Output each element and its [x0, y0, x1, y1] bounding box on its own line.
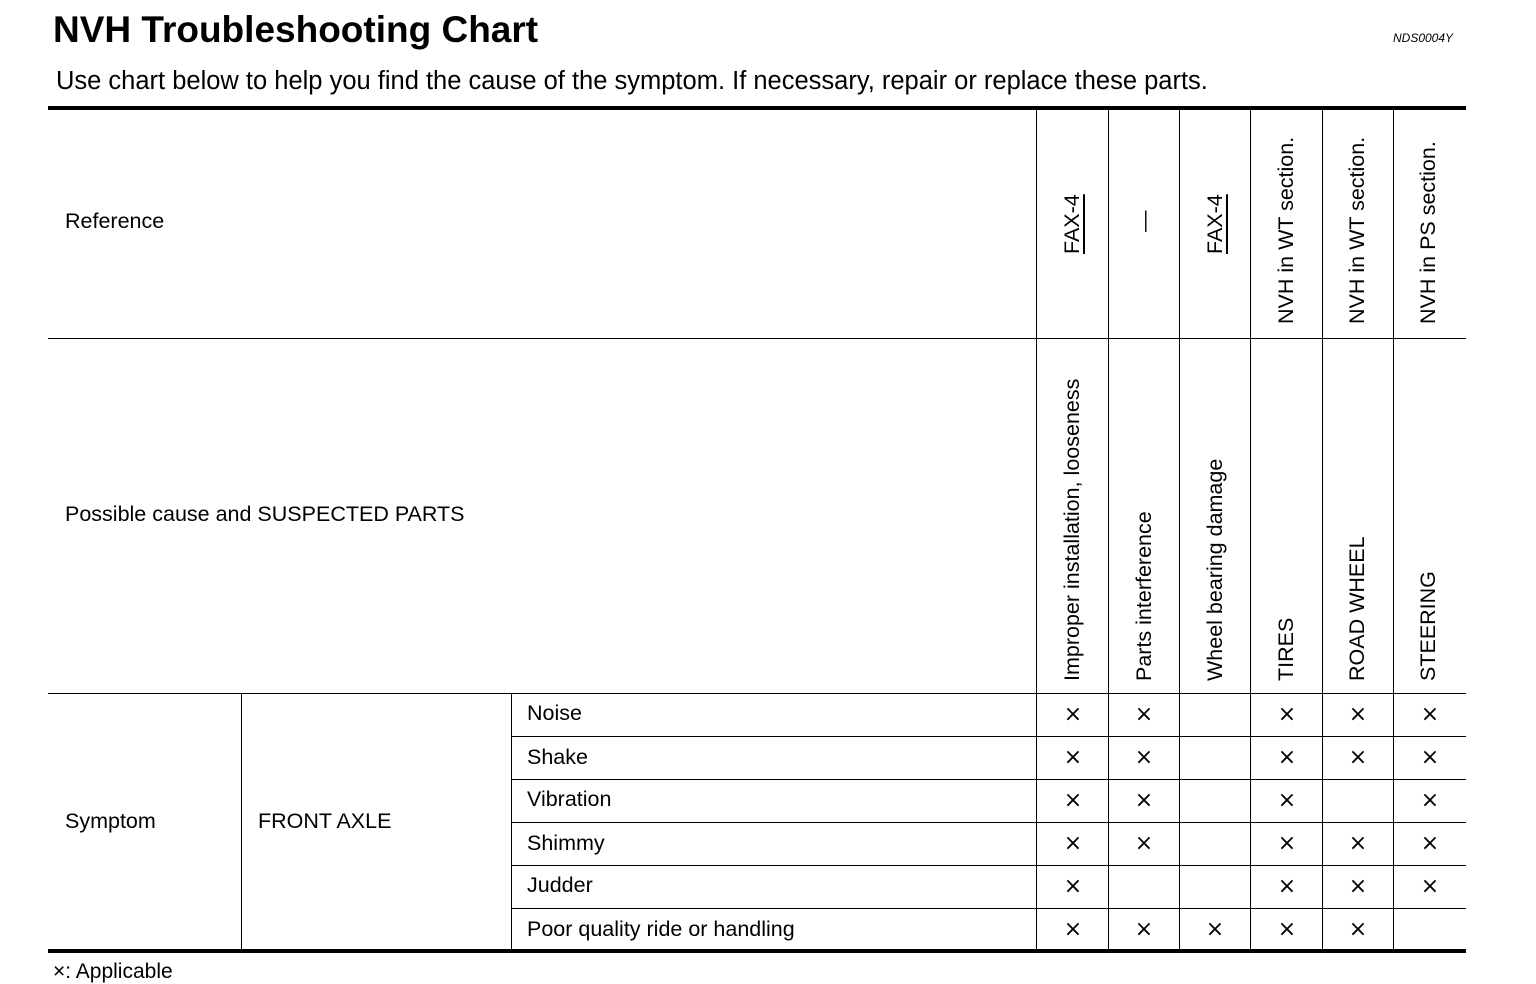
applicable-mark: × [1348, 702, 1368, 727]
symptom-row-label: Noise [527, 701, 582, 725]
cause-label: Possible cause and SUSPECTED PARTS [65, 502, 465, 526]
applicable-mark: × [1277, 788, 1297, 813]
column-reference: NVH in WT section. [1274, 136, 1298, 324]
reference-divider [48, 338, 1466, 339]
applicable-mark: × [1063, 788, 1083, 813]
column-cause: TIRES [1274, 617, 1298, 681]
symptom-row-label: Vibration [527, 787, 612, 811]
group-label: FRONT AXLE [258, 809, 392, 833]
applicable-mark: × [1348, 874, 1368, 899]
column-reference: NVH in WT section. [1345, 136, 1369, 324]
applicable-mark: × [1134, 831, 1154, 856]
applicable-mark: × [1205, 917, 1225, 942]
applicable-mark: × [1134, 702, 1154, 727]
applicable-mark: × [1134, 788, 1154, 813]
applicable-mark [1179, 779, 1251, 822]
applicable-mark: × [1348, 745, 1368, 770]
applicable-mark [1179, 822, 1251, 865]
column-reference: — [1132, 210, 1156, 232]
column-cause: STEERING [1416, 571, 1440, 681]
legend-note: ×: Applicable [53, 960, 173, 983]
symptom-row-label: Poor quality ride or handling [527, 917, 795, 941]
applicable-mark [1394, 908, 1466, 951]
column-cause: Parts interference [1132, 511, 1156, 681]
applicable-mark [1179, 693, 1251, 736]
symptom-row-label: Shake [527, 745, 588, 769]
column-cause: Improper installation, looseness [1060, 378, 1084, 681]
applicable-mark: × [1063, 917, 1083, 942]
applicable-mark: × [1348, 917, 1368, 942]
column-cause: Wheel bearing damage [1203, 458, 1227, 681]
applicable-mark [1179, 736, 1251, 779]
column-reference: FAX-4 [1203, 194, 1227, 254]
document-code: NDS0004Y [1393, 31, 1454, 45]
applicable-mark: × [1420, 831, 1440, 856]
symptom-row-label: Judder [527, 873, 593, 897]
applicable-mark [1108, 865, 1180, 908]
applicable-mark: × [1277, 831, 1297, 856]
column-reference: FAX-4 [1060, 194, 1084, 254]
page-title: NVH Troubleshooting Chart [53, 9, 539, 50]
reference-label: Reference [65, 209, 165, 233]
applicable-mark: × [1420, 788, 1440, 813]
applicable-mark: × [1134, 917, 1154, 942]
page-subtitle: Use chart below to help you find the cause of the symptom. If necessary, repair or replace these parts. [56, 67, 1208, 95]
applicable-mark: × [1420, 702, 1440, 727]
applicable-mark: × [1348, 831, 1368, 856]
applicable-mark: × [1277, 745, 1297, 770]
applicable-mark: × [1063, 831, 1083, 856]
applicable-mark: × [1277, 917, 1297, 942]
applicable-mark: × [1063, 702, 1083, 727]
column-cause: ROAD WHEEL [1345, 536, 1369, 681]
applicable-mark [1179, 865, 1251, 908]
symptom-divider [241, 693, 242, 950]
symptom-row-label: Shimmy [527, 831, 605, 855]
table-top-rule [48, 106, 1466, 110]
symptom-label: Symptom [65, 809, 156, 833]
applicable-mark: × [1063, 745, 1083, 770]
applicable-mark: × [1063, 874, 1083, 899]
column-reference: NVH in PS section. [1416, 141, 1440, 324]
applicable-mark: × [1420, 874, 1440, 899]
applicable-mark: × [1420, 745, 1440, 770]
applicable-mark: × [1277, 874, 1297, 899]
applicable-mark: × [1277, 702, 1297, 727]
applicable-mark [1322, 779, 1394, 822]
applicable-mark: × [1134, 745, 1154, 770]
